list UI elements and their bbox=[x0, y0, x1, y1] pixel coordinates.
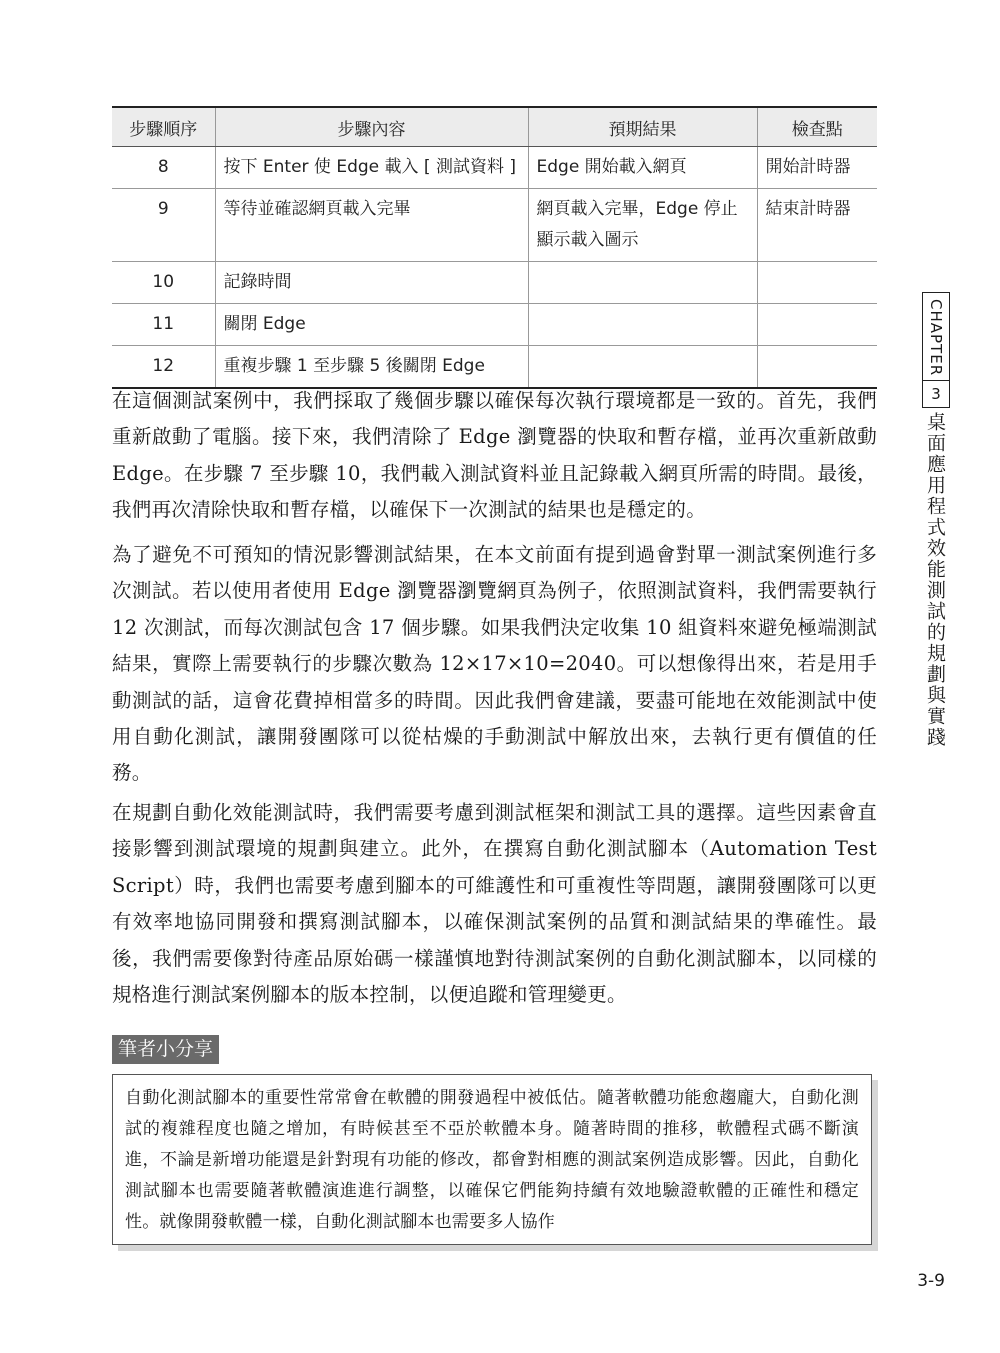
step-number: 10 bbox=[112, 262, 215, 304]
steps-table bbox=[112, 106, 877, 389]
note-box bbox=[112, 1074, 872, 1245]
header-expected-result: 預期結果 bbox=[528, 107, 757, 147]
step-expected: Edge 開始載入網頁 bbox=[528, 147, 757, 189]
step-checkpoint: 結束計時器 bbox=[757, 189, 877, 262]
body-paragraph-2: 為了避免不可預知的情況影響測試結果，在本文前面有提到過會對單一測試案例進行多次測試。若以使用者使用 Edge 瀏覽器瀏覽網頁為例子，依照測試資料，我們需要執行 12 次測試，而每次測試包含 17 個步驟。如果我們決定收集 10 組資料來避免極端測試結果，實際上需要執行的步驟次數為 12×17×10=2040。可以想像得出來，若是用手動測試的話，這會花費掉相當多的時間。因此我們會建議，要盡可能地在效能測試中使用自動化測試，讓開發團隊可以從枯燥的手動測試中解放出來，去執行更有價值的任務。 bbox=[112, 543, 877, 785]
table-header-row bbox=[112, 107, 877, 147]
header-step-order: 步驟順序 bbox=[112, 107, 215, 147]
step-content: 等待並確認網頁載入完畢 bbox=[215, 189, 528, 262]
table-row bbox=[112, 189, 877, 262]
chapter-number: 3 bbox=[923, 380, 949, 407]
step-checkpoint bbox=[757, 262, 877, 304]
step-content: 重複步驟 1 至步驟 5 後關閉 Edge bbox=[215, 346, 528, 389]
table-row bbox=[112, 147, 877, 189]
page-number: 3-9 bbox=[917, 1271, 945, 1291]
table-row bbox=[112, 304, 877, 346]
table-row bbox=[112, 262, 877, 304]
step-content: 按下 Enter 使 Edge 載入 [ 測試資料 ] bbox=[215, 147, 528, 189]
step-number: 8 bbox=[157, 157, 169, 177]
step-number: 11 bbox=[112, 304, 215, 346]
step-expected bbox=[528, 346, 757, 389]
step-checkpoint bbox=[757, 346, 877, 389]
step-number: 9 bbox=[112, 189, 215, 262]
chapter-tab bbox=[922, 292, 950, 408]
step-content: 關閉 Edge bbox=[215, 304, 528, 346]
chapter-title: 桌面應用程式效能測試的規劃與實踐 bbox=[924, 412, 946, 748]
step-number: 12 bbox=[112, 346, 215, 389]
note-label: 筆者小分享 bbox=[112, 1035, 219, 1064]
step-expected: 網頁載入完畢，Edge 停止顯示載入圖示 bbox=[528, 189, 757, 262]
step-content: 記錄時間 bbox=[215, 262, 528, 304]
note-text: 自動化測試腳本的重要性常常會在軟體的開發過程中被低估。隨著軟體功能愈趨龐大，自動化測試的複雜程度也隨之增加，有時候甚至不亞於軟體本身。隨著時間的推移，軟體程式碼不斷演進，不論是新增功能還是針對現有功能的修改，都會對相應的測試案例造成影響。因此，自動化測試腳本也需要隨著軟體演進進行調整，以確保它們能夠持續有效地驗證軟體的正確性和穩定性。就像開發軟體一樣，自動化測試腳本也需要多人協作 bbox=[125, 1088, 859, 1232]
chapter-label: CHAPTER bbox=[927, 299, 945, 377]
step-expected bbox=[528, 304, 757, 346]
table-row bbox=[112, 346, 877, 389]
header-step-content: 步驟內容 bbox=[215, 107, 528, 147]
body-paragraph-3: 在規劃自動化效能測試時，我們需要考慮到測試框架和測試工具的選擇。這些因素會直接影響到測試環境的規劃與建立。此外，在撰寫自動化測試腳本（Automation Test Script）時，我們也需要考慮到腳本的可維護性和可重複性等問題，讓開發團隊可以更有效率地協同開發和撰寫測試腳本，以確保測試案例的品質和測試結果的準確性。最後，我們需要像對待產品原始碼一樣謹慎地對待測試案例的自動化測試腳本，以同樣的規格進行測試案例腳本的版本控制，以便追蹤和管理變更。 bbox=[112, 801, 877, 1007]
step-checkpoint: 開始計時器 bbox=[757, 147, 877, 189]
step-checkpoint bbox=[757, 304, 877, 346]
body-paragraph-1: 在這個測試案例中，我們採取了幾個步驟以確保每次執行環境都是一致的。首先，我們重新啟動了電腦。接下來，我們清除了 Edge 瀏覽器的快取和暫存檔，並再次重新啟動 Edge。在步驟 7 至步驟 10，我們載入測試資料並且記錄載入網頁所需的時間。最後，我們再次清除快取和暫存檔，以確保下一次測試的結果也是穩定的。 bbox=[112, 389, 877, 522]
header-checkpoint: 檢查點 bbox=[757, 107, 877, 147]
step-expected bbox=[528, 262, 757, 304]
